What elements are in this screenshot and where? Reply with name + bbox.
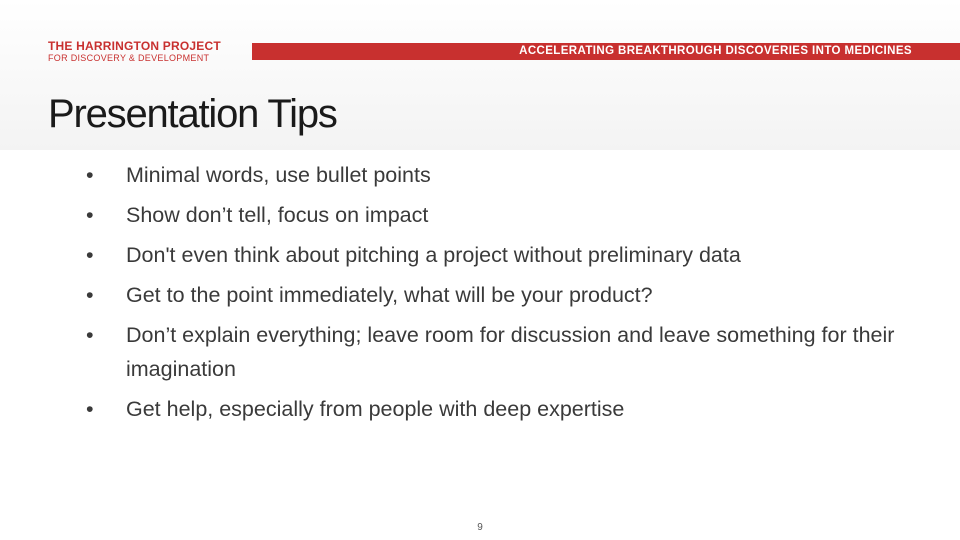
bullet-text: Don’t explain everything; leave room for discussion and leave something for their imagination [126,323,895,381]
bullet-item [86,278,946,312]
bullet-list [86,158,946,432]
bullet-item [86,392,946,426]
slide-title: Presentation Tips [48,92,337,136]
bullet-text: Get help, especially from people with deep expertise [126,397,625,421]
bullet-dot: • [86,323,94,347]
bullet-item [86,318,946,386]
harrington-project-logo [48,40,238,63]
bullet-dot: • [86,163,94,187]
bullet-item [86,238,946,272]
bullet-text: Don't even think about pitching a project without preliminary data [126,243,741,267]
logo-subtitle: FOR DISCOVERY & DEVELOPMENT [48,53,210,63]
bullet-dot: • [86,283,94,307]
logo-title: THE HARRINGTON PROJECT [48,39,221,53]
bullet-dot: • [86,203,94,227]
bullet-text: Minimal words, use bullet points [126,163,431,187]
page-number: 9 [477,522,483,533]
bullet-text: Show don’t tell, focus on impact [126,203,429,227]
bullet-dot: • [86,243,94,267]
bullet-item [86,158,946,192]
tagline-text: ACCELERATING BREAKTHROUGH DISCOVERIES INTO MEDICINES [519,45,912,57]
bullet-text: Get to the point immediately, what will be your product? [126,283,653,307]
bullet-item [86,198,946,232]
tagline-bar [252,43,960,60]
bullet-dot: • [86,397,94,421]
